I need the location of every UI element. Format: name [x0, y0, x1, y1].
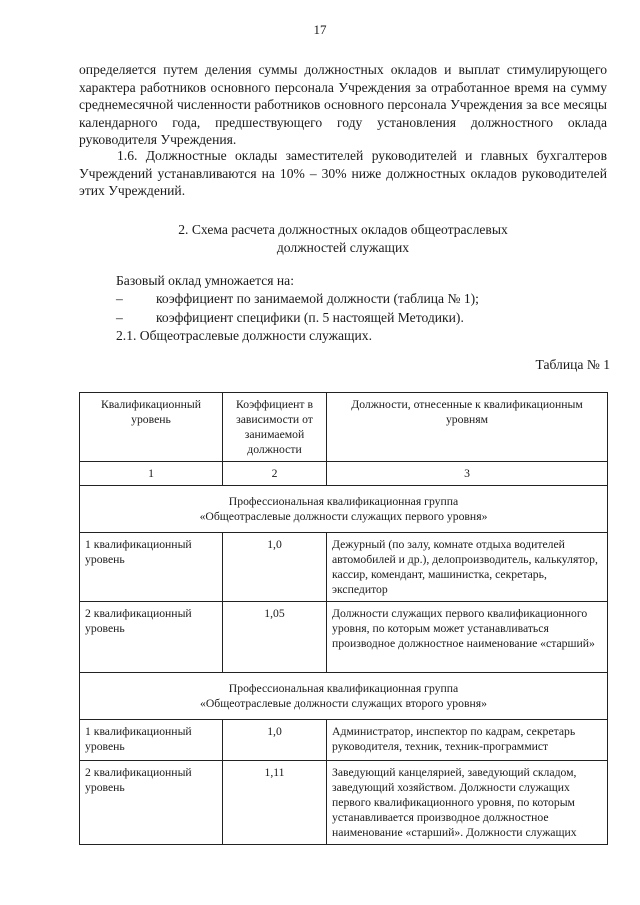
list-item — [116, 309, 464, 327]
table-label: Таблица № 1 — [535, 357, 610, 372]
group-title-line-2: «Общеотраслевые должности служащих второго уровня» — [200, 697, 487, 710]
base-salary-intro: Базовый оклад умножается на: — [116, 273, 294, 288]
list-item-text: коэффициент по занимаемой должности (таблица № 1); — [156, 291, 479, 306]
group-title-line-1: Профессиональная квалификационная группа — [228, 495, 459, 508]
section-heading — [79, 221, 607, 257]
positions-cell: Администратор, инспектор по кадрам, секретарь руководителя, техник, техник-программист — [327, 720, 608, 761]
table-row — [80, 761, 608, 845]
column-number: 2 — [223, 462, 327, 486]
group-header-row — [80, 486, 608, 533]
group-title — [80, 673, 608, 720]
group-title-line-2: «Общеотраслевые должности служащих первого уровня» — [199, 510, 488, 523]
positions-cell: Дежурный (по залу, комнате отдыха водителей автомобилей и др.), делопроизводитель, калькулятор, кассир, комендант, машинистка, секретарь, экспедитор — [327, 533, 608, 602]
level-cell: 2 квалификационный уровень — [80, 602, 223, 673]
positions-table — [79, 392, 608, 845]
column-number: 1 — [80, 462, 223, 486]
section-heading-line-2: должностей служащих — [276, 240, 410, 255]
list-item — [116, 290, 479, 308]
coefficient-cell: 1,0 — [223, 533, 327, 602]
table-row — [80, 602, 608, 673]
paragraph-1-6: 1.6. Должностные оклады заместителей руководителей и главных бухгалтеров Учреждений устанавливаются на 10% – 30% ниже должностных окладов руководителей этих Учреждений. — [79, 148, 607, 198]
positions-cell: Должности служащих первого квалификационного уровня, по которым может устанавливаться производное должностное наименование «старший» — [327, 602, 608, 673]
group-header-row — [80, 673, 608, 720]
coefficient-cell: 1,05 — [223, 602, 327, 673]
table-header-row — [80, 393, 608, 462]
group-title-line-1: Профессиональная квалификационная группа — [228, 682, 459, 695]
page-number: 17 — [313, 22, 327, 37]
list-item-text: коэффициент специфики (п. 5 настоящей Методики). — [156, 310, 464, 325]
list-dash: – — [116, 310, 123, 325]
level-cell: 1 квалификационный уровень — [80, 533, 223, 602]
section-heading-line-1: 2. Схема расчета должностных окладов общеотраслевых — [178, 222, 508, 237]
header-coefficient: Коэффициент в зависимости от занимаемой должности — [223, 393, 327, 462]
level-cell: 1 квалификационный уровень — [80, 720, 223, 761]
level-cell: 2 квалификационный уровень — [80, 761, 223, 845]
group-title — [80, 486, 608, 533]
header-positions: Должности, отнесенные к квалификационным уровням — [327, 393, 608, 462]
list-dash: – — [116, 291, 123, 306]
coefficient-cell: 1,11 — [223, 761, 327, 845]
subsection-title: 2.1. Общеотраслевые должности служащих. — [116, 328, 372, 343]
paragraph-continuation: определяется путем деления суммы должностных окладов и выплат стимулирующего характера работников основного персонала Учреждения за отработанное время на сумму среднемесячной численности работников основного персонала Учреждения за все месяцы календарного года, предшествующего году установления должностного оклада руководителя Учреждения. — [79, 62, 607, 147]
header-level: Квалификационный уровень — [80, 393, 223, 462]
table-row — [80, 720, 608, 761]
positions-cell: Заведующий канцелярией, заведующий складом, заведующий хозяйством. Должности служащих первого квалификационного уровня, по которым устанавливается производное должностное наименование «старший». Должности служащих — [327, 761, 608, 845]
column-number-row — [80, 462, 608, 486]
coefficient-cell: 1,0 — [223, 720, 327, 761]
column-number: 3 — [327, 462, 608, 486]
table-row — [80, 533, 608, 602]
